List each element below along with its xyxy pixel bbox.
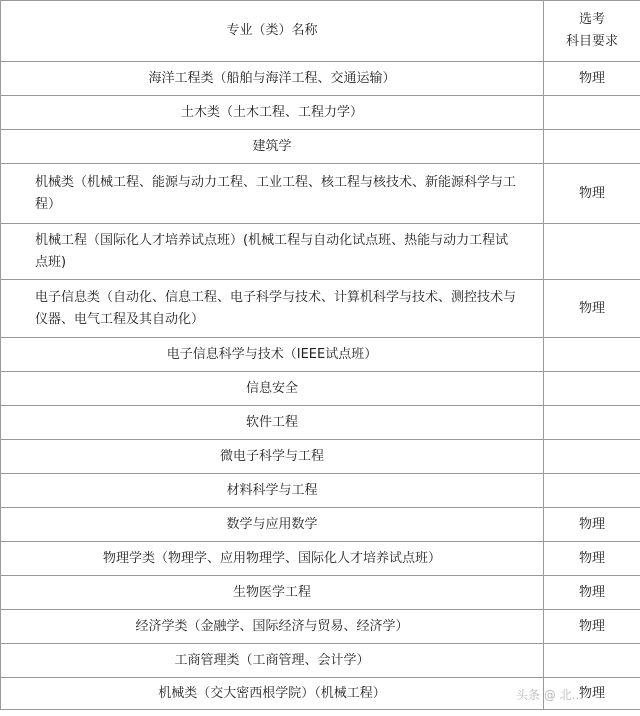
major-name-cell: 生物医学工程 xyxy=(1,576,544,610)
major-name-cell: 工商管理类（工商管理、会计学） xyxy=(1,644,544,678)
table-row xyxy=(1,576,640,610)
requirement-cell: 物理 xyxy=(544,164,640,224)
requirement-cell xyxy=(544,338,640,372)
requirement-cell xyxy=(544,224,640,280)
major-name-cell: 数学与应用数学 xyxy=(1,508,544,542)
table-row xyxy=(1,440,640,474)
major-name-cell: 机械类（机械工程、能源与动力工程、工业工程、核工程与核技术、新能源科学与工程） xyxy=(1,164,544,224)
major-name-cell: 信息安全 xyxy=(1,372,544,406)
requirement-cell: 物理 xyxy=(544,576,640,610)
table-row xyxy=(1,224,640,280)
major-name-cell: 海洋工程类（船舶与海洋工程、交通运输） xyxy=(1,62,544,96)
table-row xyxy=(1,280,640,338)
table-row xyxy=(1,610,640,644)
table-row xyxy=(1,474,640,508)
requirement-cell: 物理 xyxy=(544,542,640,576)
requirement-cell: 物理 xyxy=(544,678,640,710)
major-name-header: 专业（类）名称 xyxy=(1,1,544,62)
req-header-line1: 选考 xyxy=(578,12,605,27)
table-row xyxy=(1,406,640,440)
requirement-cell xyxy=(544,474,640,508)
major-name-cell: 微电子科学与工程 xyxy=(1,440,544,474)
major-name-cell: 电子信息科学与技术（IEEE试点班） xyxy=(1,338,544,372)
requirement-cell xyxy=(544,130,640,164)
table-row xyxy=(1,96,640,130)
requirement-cell xyxy=(544,644,640,678)
requirement-cell: 物理 xyxy=(544,508,640,542)
major-name-cell: 软件工程 xyxy=(1,406,544,440)
requirement-cell: 物理 xyxy=(544,62,640,96)
table-row xyxy=(1,508,640,542)
major-name-cell: 机械类（交大密西根学院）（机械工程） xyxy=(1,678,544,710)
major-name-cell: 电子信息类（自动化、信息工程、电子科学与技术、计算机科学与技术、测控技术与仪器、电气工程及其自动化） xyxy=(1,280,544,338)
major-name-cell: 物理学类（物理学、应用物理学、国际化人才培养试点班） xyxy=(1,542,544,576)
major-name-cell: 经济学类（金融学、国际经济与贸易、经济学） xyxy=(1,610,544,644)
major-name-cell: 材料科学与工程 xyxy=(1,474,544,508)
subject-requirement-header xyxy=(544,1,640,62)
req-header-line2: 科目要求 xyxy=(565,34,618,49)
requirement-cell: 物理 xyxy=(544,280,640,338)
table-row xyxy=(1,644,640,678)
requirement-cell: 物理 xyxy=(544,610,640,644)
major-name-cell: 机械工程（国际化人才培养试点班）(机械工程与自动化试点班、热能与动力工程试点班) xyxy=(1,224,544,280)
table-row xyxy=(1,338,640,372)
requirement-cell xyxy=(544,372,640,406)
watermark: 头条 @ 北... xyxy=(516,688,584,702)
requirement-cell xyxy=(544,440,640,474)
table-row xyxy=(1,130,640,164)
table-row xyxy=(1,164,640,224)
major-name-cell: 建筑学 xyxy=(1,130,544,164)
table-row xyxy=(1,62,640,96)
table-row xyxy=(1,542,640,576)
major-name-cell: 土木类（土木工程、工程力学） xyxy=(1,96,544,130)
requirement-cell xyxy=(544,96,640,130)
table-row xyxy=(1,372,640,406)
requirement-cell xyxy=(544,406,640,440)
table-header-row xyxy=(1,1,640,62)
